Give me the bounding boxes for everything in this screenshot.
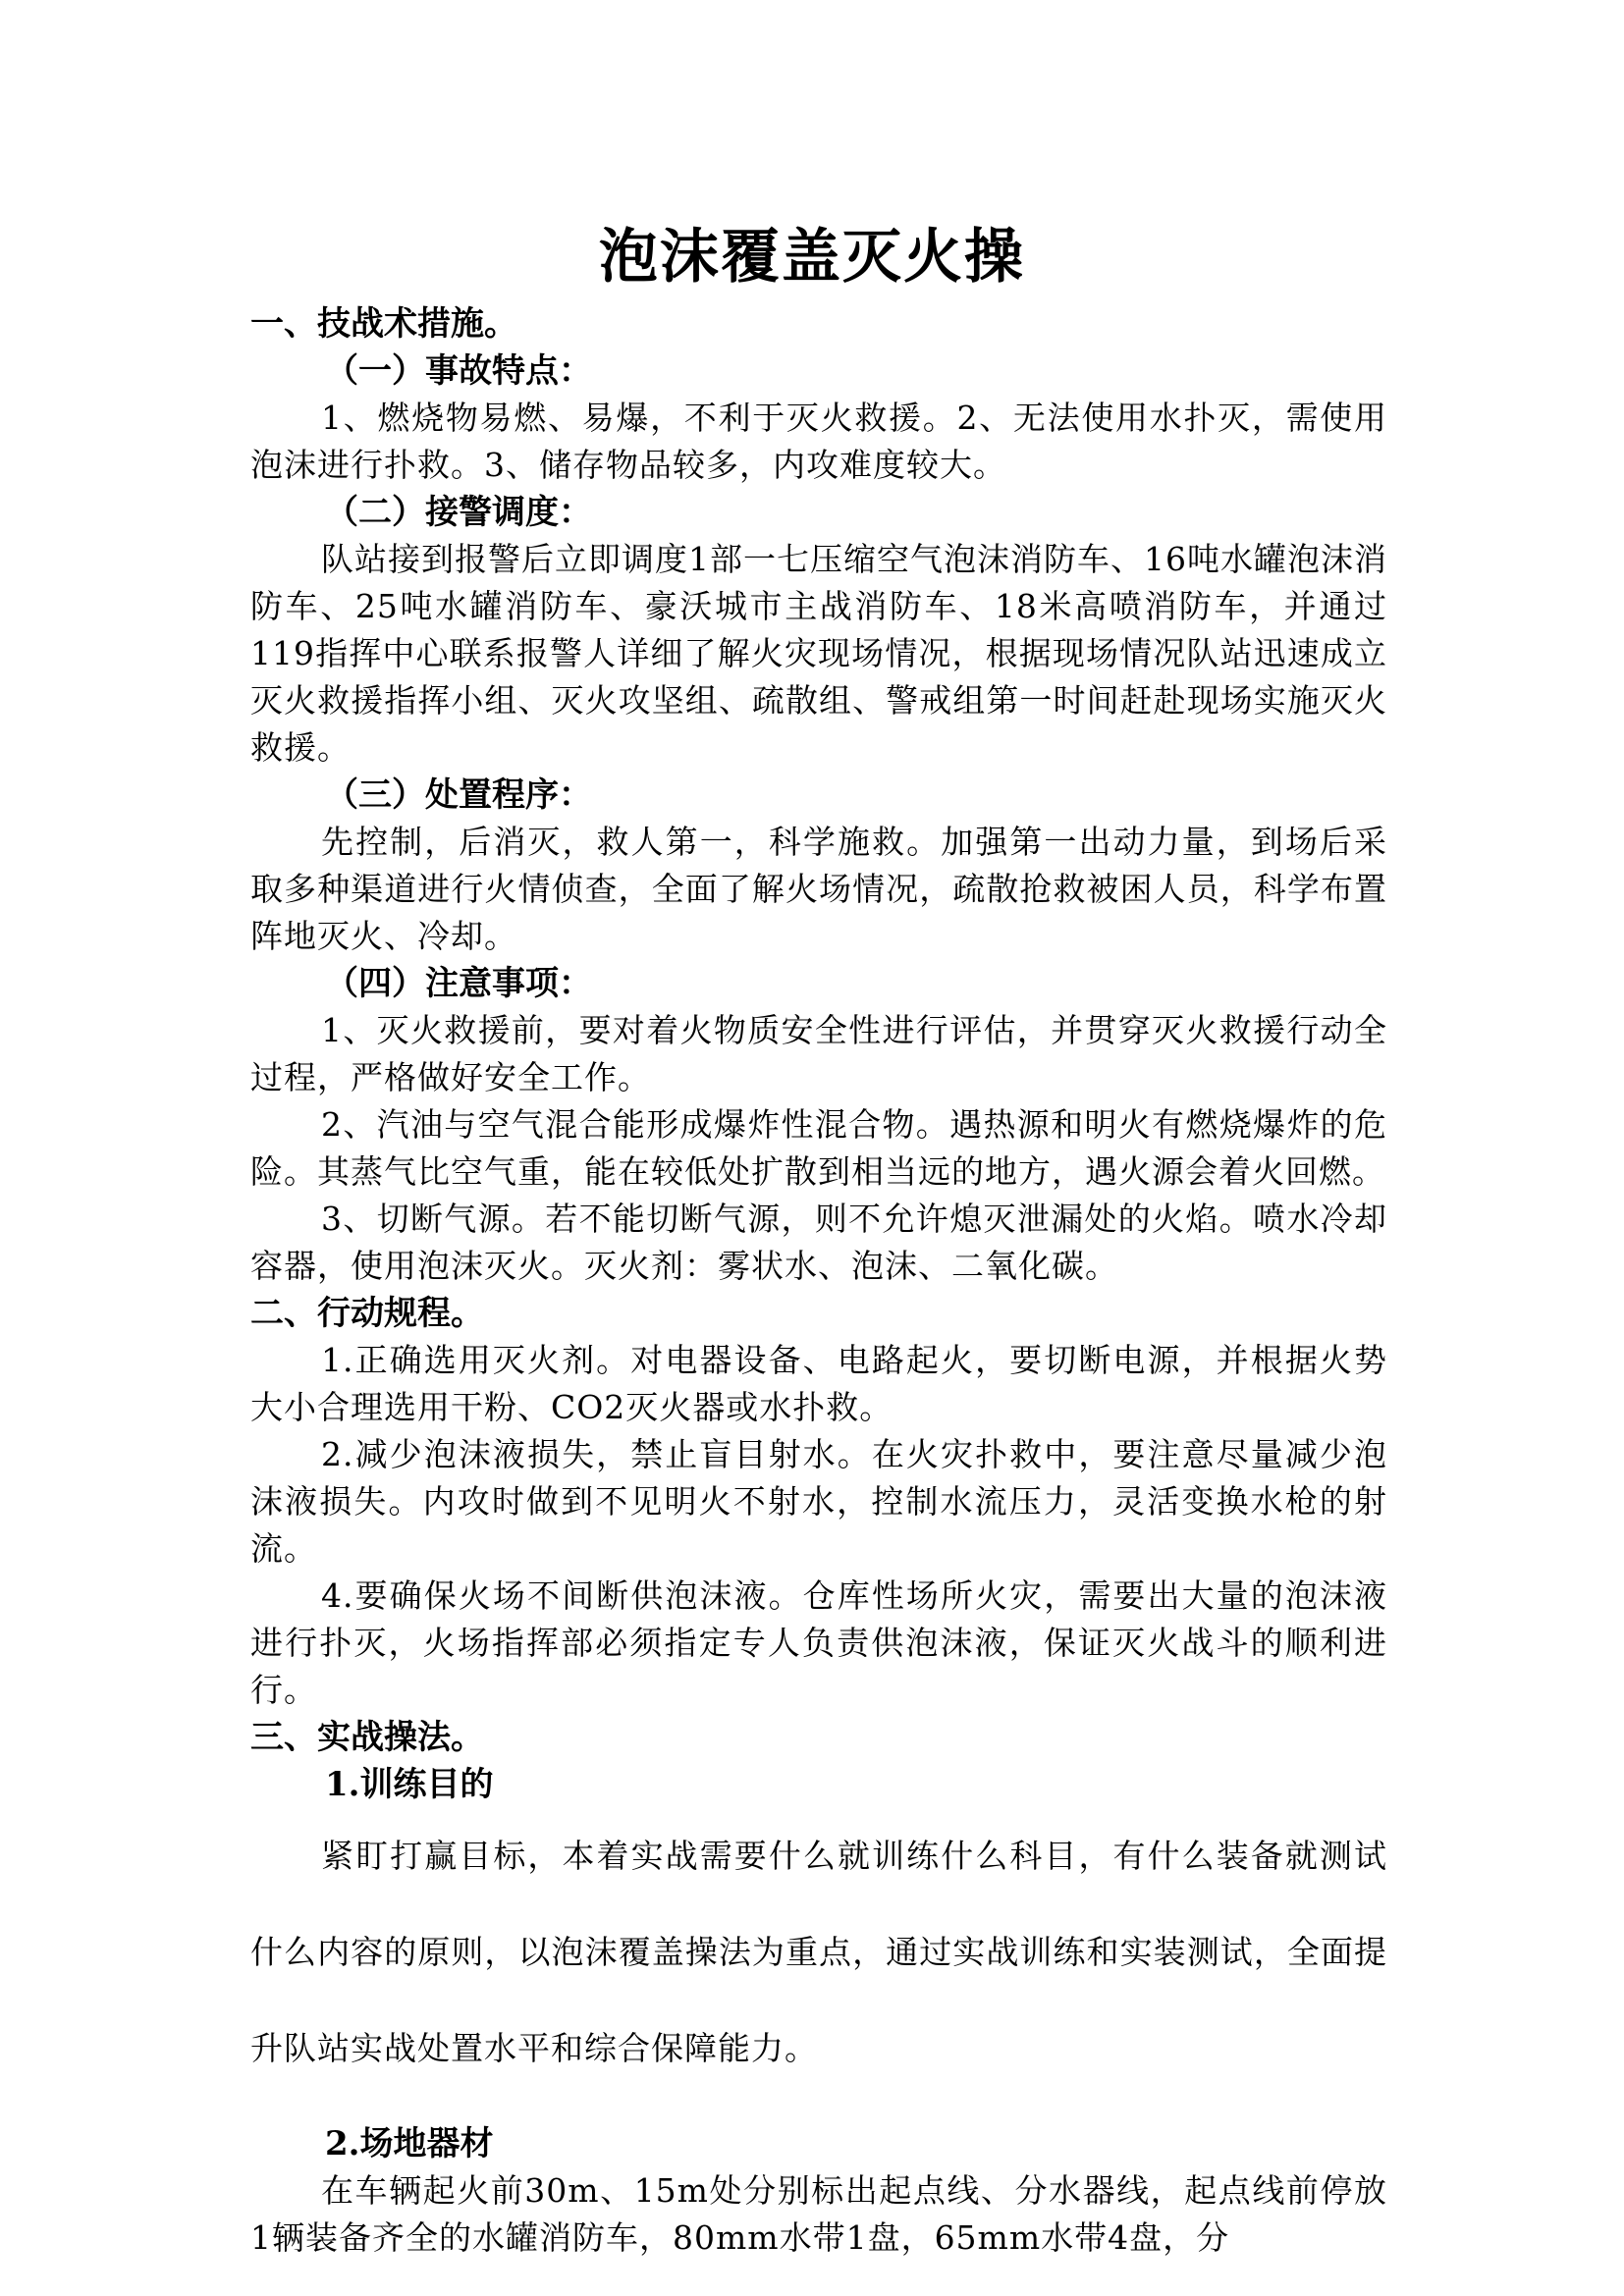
document-title: 泡沫覆盖灭火操 [599, 223, 1025, 292]
paragraph: 1、灭火救援前，要对着火物质安全性进行评估，并贯穿灭火救援行动全过程，严格做好安全工作。 [250, 1011, 1387, 1096]
subsection-heading: （一）事故特点： [325, 351, 592, 391]
paragraph: 2、汽油与空气混合能形成爆炸性混合物。遇热源和明火有燃烧爆炸的危险。其蒸气比空气重，能在较低处扩散到相当远的地方，遇火源会着火回燃。 [250, 1105, 1387, 1191]
subsection-heading: （三）处置程序： [325, 775, 592, 815]
section-heading: 二、行动规程。 [250, 1294, 484, 1333]
paragraph: 3、切断气源。若不能切断气源，则不允许熄灭泄漏处的火焰。喷水冷却容器，使用泡沫灭火。灭火剂：雾状水、泡沫、二氧化碳。 [250, 1200, 1387, 1285]
section-heading: 一、技战术措施。 [250, 304, 517, 344]
paragraph: 1、燃烧物易燃、易爆，不利于灭火救援。2、无法使用水扑灭，需使用泡沫进行扑救。3、储存物品较多，内攻难度较大。 [250, 399, 1387, 484]
subsection-heading: （二）接警调度： [325, 493, 592, 532]
subsection-heading: 2.场地器材 [325, 2124, 494, 2163]
paragraph: 紧盯打赢目标，本着实战需要什么就训练什么科目，有什么装备就测试什么内容的原则，以泡沫覆盖操法为重点，通过实战训练和实装测试，全面提升队站实战处置水平和综合保障能力。 [250, 1837, 1387, 2067]
document-body [250, 300, 1387, 2262]
spacer [250, 2097, 1387, 2120]
paragraph: 1.正确选用灭火剂。对电器设备、电路起火，要切断电源，并根据火势大小合理选用干粉、CO2灭火器或水扑救。 [250, 1341, 1387, 1426]
paragraph: 在车辆起火前30m、15m处分别标出起点线、分水器线，起点线前停放1辆装备齐全的水罐消防车，80mm水带1盘，65mm水带4盘，分 [250, 2171, 1387, 2257]
section-heading: 三、实战操法。 [250, 1718, 484, 1757]
paragraph: 4.要确保火场不间断供泡沫液。仓库性场所火灾，需要出大量的泡沫液进行扑灭，火场指挥部必须指定专人负责供泡沫液，保证灭火战斗的顺利进行。 [250, 1576, 1387, 1709]
paragraph: 2.减少泡沫液损失，禁止盲目射水。在火灾扑救中，要注意尽量减少泡沫液损失。内攻时做到不见明火不射水，控制水流压力，灵活变换水枪的射流。 [250, 1435, 1387, 1568]
paragraph: 先控制，后消灭，救人第一，科学施救。加强第一出动力量，到场后采取多种渠道进行火情侦查，全面了解火场情况，疏散抢救被困人员，科学布置阵地灭火、冷却。 [250, 823, 1387, 955]
subsection-heading: 1.训练目的 [325, 1765, 494, 1804]
subsection-heading: （四）注意事项： [325, 964, 592, 1003]
paragraph: 队站接到报警后立即调度1部一七压缩空气泡沫消防车、16吨水罐泡沫消防车、25吨水罐消防车、豪沃城市主战消防车、18米高喷消防车，并通过119指挥中心联系报警人详细了解火灾现场情况，根据现场情况队站迅速成立灭火救援指挥小组、灭火攻坚组、疏散组、警戒组第一时间赶赴现场实施灭火救援。 [250, 540, 1387, 767]
